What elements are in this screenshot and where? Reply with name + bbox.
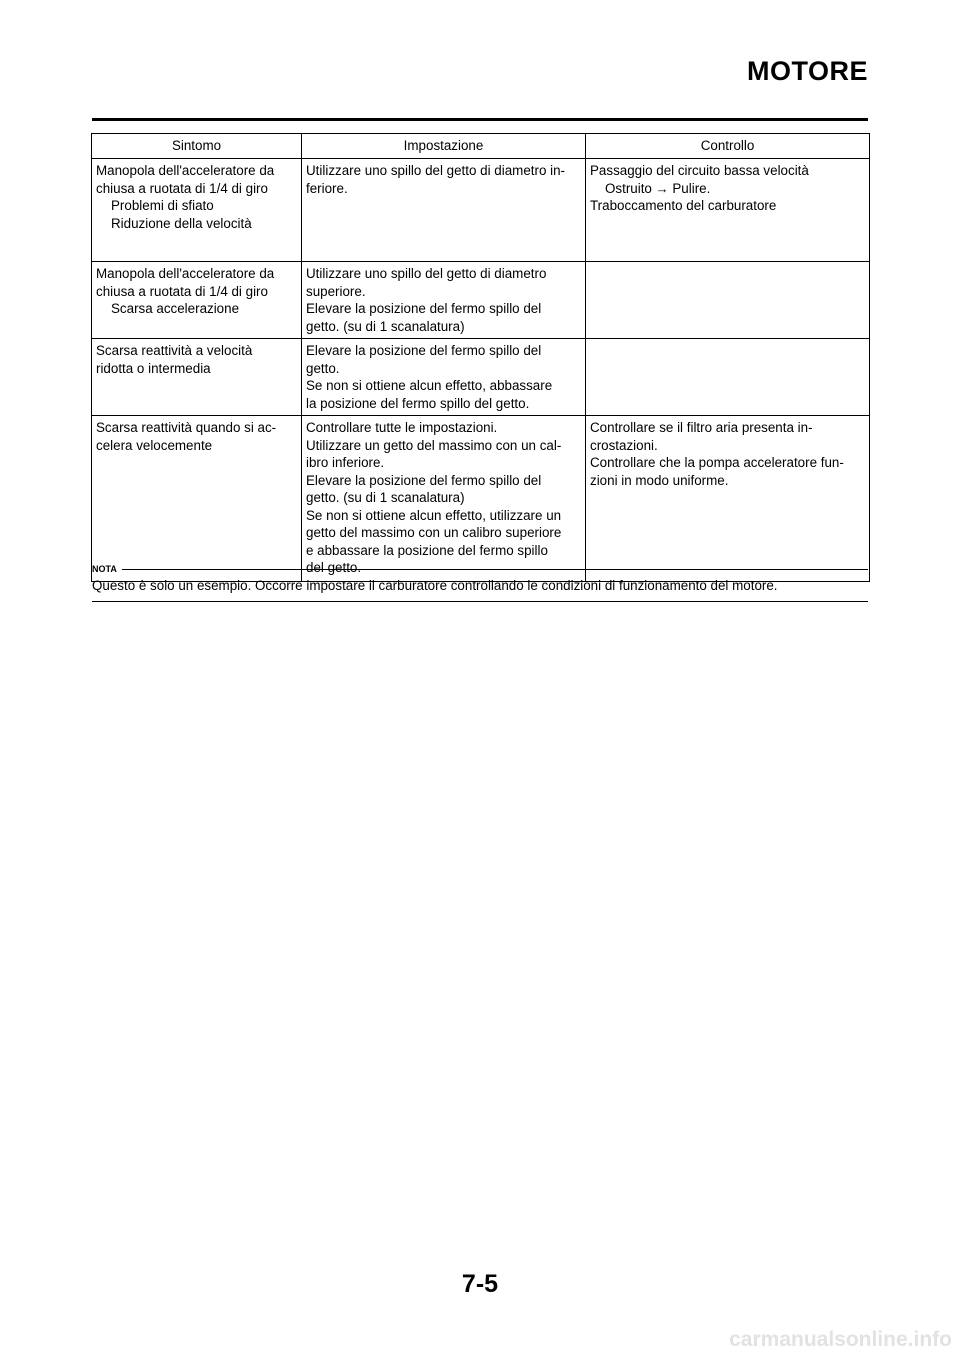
table-row [92,159,870,262]
cell-sintomo [92,262,302,339]
table-row [92,339,870,416]
cell-impostazione [302,159,586,262]
note-block [92,564,868,602]
text-fragment: Ostruito [605,180,652,196]
header-rule [92,118,868,121]
cell-impostazione [302,339,586,416]
text-line: Controllare se il filtro aria presenta in- [590,420,813,435]
text-line: Scarsa accelerazione [111,301,240,316]
table-row [92,416,870,582]
text-line: getto. (su di 1 scanalatura) [306,490,465,505]
cell-impostazione [302,262,586,339]
text-line: celera velocemente [96,437,213,453]
text-line [590,180,865,198]
note-bottom-rule [92,601,868,602]
text-line: ibro inferiore. [306,455,385,470]
column-header-sintomo: Sintomo [92,134,302,159]
text-fragment: Pulire. [672,180,711,196]
text-line: Elevare la posizione del fermo spillo del [306,343,542,358]
cell-sintomo [92,339,302,416]
note-header [92,564,868,574]
text-line: Passaggio del circuito bassa velocità [590,163,809,178]
cell-controllo [586,416,870,582]
text-line: Se non si ottiene alcun effetto, utilizzare un [306,507,562,523]
page-number: 7-5 [461,1270,499,1298]
text-line: getto. (su di 1 scanalatura) [306,318,465,334]
column-header-controllo: Controllo [586,134,870,159]
text-line: e abbassare la posizione del fermo spillo [306,542,548,558]
text-line: zioni in modo uniforme. [590,472,729,488]
arrow-right-icon: → [655,180,669,196]
text-line: Utilizzare uno spillo del getto di diametro in- [306,163,566,178]
text-line: superiore. [306,283,366,299]
note-label: NOTA [92,564,117,574]
cell-sintomo [92,416,302,582]
column-header-impostazione: Impostazione [302,134,586,159]
text-line: Traboccamento del carburatore [590,198,777,213]
text-line: crostazioni. [590,437,658,453]
cell-controllo [586,159,870,262]
text-line: Elevare la posizione del fermo spillo del [306,301,542,316]
text-line: Se non si ottiene alcun effetto, abbassare [306,378,553,393]
text-line: Problemi di sfiato [111,198,214,213]
watermark: carmanualsonline.info [729,1328,952,1351]
text-line: del getto. [306,560,362,575]
cell-controllo [586,339,870,416]
text-line: Elevare la posizione del fermo spillo del [306,472,542,488]
text-line: getto del massimo con un calibro superiore [306,525,562,540]
table-header-row [92,134,870,159]
text-line: Scarsa reattività quando si ac- [96,420,277,435]
text-line: Riduzione della velocità [111,215,252,231]
text-line: feriore. [306,180,348,196]
carburetor-settings-table [91,133,870,582]
text-line: ridotta o intermedia [96,360,211,376]
cell-controllo [586,262,870,339]
text-line: chiusa a ruotata di 1/4 di giro [96,180,268,196]
cell-sintomo [92,159,302,262]
cell-impostazione [302,416,586,582]
text-line: Manopola dell'acceleratore da [96,266,275,281]
note-rule [122,569,868,570]
text-line: Utilizzare uno spillo del getto di diametro [306,266,547,281]
text-line: la posizione del fermo spillo del getto. [306,395,530,411]
text-line: Utilizzare un getto del massimo con un cal- [306,437,562,453]
page-title: MOTORE [746,56,868,86]
text-line: getto. [306,360,340,376]
text-line: Scarsa reattività a velocità [96,343,253,358]
text-line: Controllare tutte le impostazioni. [306,420,498,435]
text-line: chiusa a ruotata di 1/4 di giro [96,283,268,299]
text-line: Manopola dell'acceleratore da [96,163,275,178]
note-text: Questo è solo un esempio. Occorre impostare il carburatore controllando le condizioni di funzionamento del motore. [92,578,778,593]
table-row [92,262,870,339]
text-line: Controllare che la pompa acceleratore fun- [590,455,844,470]
